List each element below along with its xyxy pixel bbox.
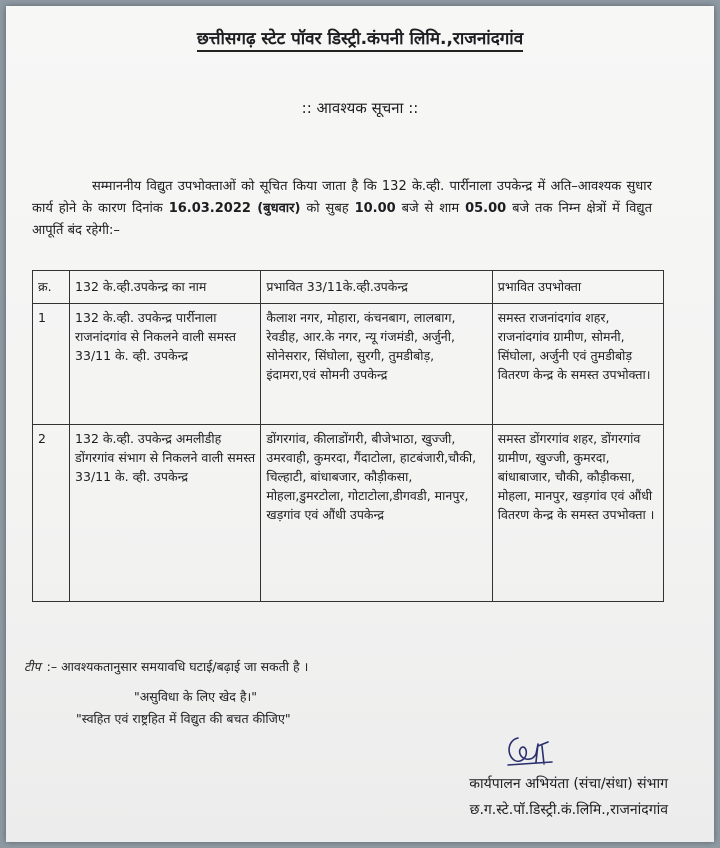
table-row [33,304,664,425]
table-header-row [33,271,664,304]
start-time: 10.00 [354,201,396,216]
end-time: 05.00 [465,201,507,216]
signatory-title: कार्यपालन अभियंता (संचा/संधा) संभाग [469,776,668,792]
cell-substation: 132 के.व्ही. उपकेन्द्र अमलीडीह डोंगरगांव संभाग से निकलने वाली समस्त 33/11 के. व्ही. उपकेन्द्र [70,425,261,602]
notice-document [6,6,714,842]
tip-label: टीप [24,659,41,674]
outage-table [32,270,664,602]
tip-text: :– आवश्यकतानुसार समयावधि घटाई/बढ़ाई जा सकती है । [46,659,309,674]
intro-paragraph [32,176,652,242]
slogan-line: "स्वहित एवं राष्ट्रहित में विद्युत की बचत कीजिए" [76,711,291,726]
cell-serial: 1 [33,304,70,425]
regret-line: "असुविधा के लिए खेद है।" [134,689,257,704]
cell-serial: 2 [33,425,70,602]
tip-note [24,658,308,675]
cell-affected-substations: कैलाश नगर, मोहारा, कंचनबाग, लालबाग, रेवडीह, आर.के नगर, न्यू गंजमंडी, अर्जुनी, सोनेसरार, सिंघोला, सुरगी, तुमडीबोड़, इंदामरा,एवं सोमनी उपकेन्द्र [261,304,492,425]
header-affected-consumers: प्रभावित उपभोक्ता [492,271,663,304]
intro-text-4: बजे तक निम्न क्षेत्रों में विद्युत आपूर्ति बंद रहेगी:– [32,201,652,238]
header-serial: क्र. [33,271,70,304]
header-substation: 132 के.व्ही.उपकेन्द्र का नाम [70,271,261,304]
intro-text-1: सम्माननीय विद्युत उपभोक्ताओं को सूचित किया जाता है कि 132 के.व्ही. पार्रीनाला उपकेन्द्र में अति–आवश्यक सुधार कार्य होने के कारण दिनांक [32,179,652,216]
cell-affected-consumers: समस्त राजनांदगांव शहर, राजनांदगांव ग्रामीण, सोमनी, सिंघोला, अर्जुनी एवं तुमडीबोड़ वितरण केन्द्र के समस्त उपभोक्ता। [492,304,663,425]
cell-substation: 132 के.व्ही. उपकेन्द्र पार्रीनाला राजनांदगांव से निकलने वाली समस्त 33/11 के. व्ही. उपकेन्द्र [70,304,261,425]
notice-title: :: आवश्यक सूचना :: [301,99,419,117]
intro-text-3: बजे से शाम [401,201,460,216]
company-title: छत्तीसगढ़ स्टेट पॉवर डिस्ट्री.कंपनी लिमि.,राजनांदगांव [6,26,714,49]
intro-text-2: को सुबह [306,201,349,216]
outage-date: 16.03.2022 (बुधवार) [168,201,301,216]
cell-affected-consumers: समस्त डोंगरगांव शहर, डोंगरगांव ग्रामीण, खुज्जी, कुमरदा, बांधाबाजार, चौकी, कौड़ीकसा, मोहला, मानपुर, खड़गांव एवं औंधी वितरण केन्द्र के समस्त उपभोक्ता । [492,425,663,602]
header-affected-substations: प्रभावित 33/11के.व्ही.उपकेन्द्र [261,271,492,304]
signature-mark [502,732,558,768]
signatory-org: छ.ग.स्टे.पॉ.डिस्ट्री.कं.लिमि.,राजनांदगांव [469,802,668,818]
table-row [33,425,664,602]
cell-affected-substations: डोंगरगांव, कीलाडोंगरी, बीजेभाठा, खुज्जी, उमरवाही, कुमरदा, गैंदाटोला, हाटबंजारी,चौकी, चिल्हाटी, बांधाबजार, कौड़ीकसा, मोहला,डुमरटोला, गोटाटोला,डीगवडी, मानपुर, खड़गांव एवं औंधी उपकेन्द्र [261,425,492,602]
